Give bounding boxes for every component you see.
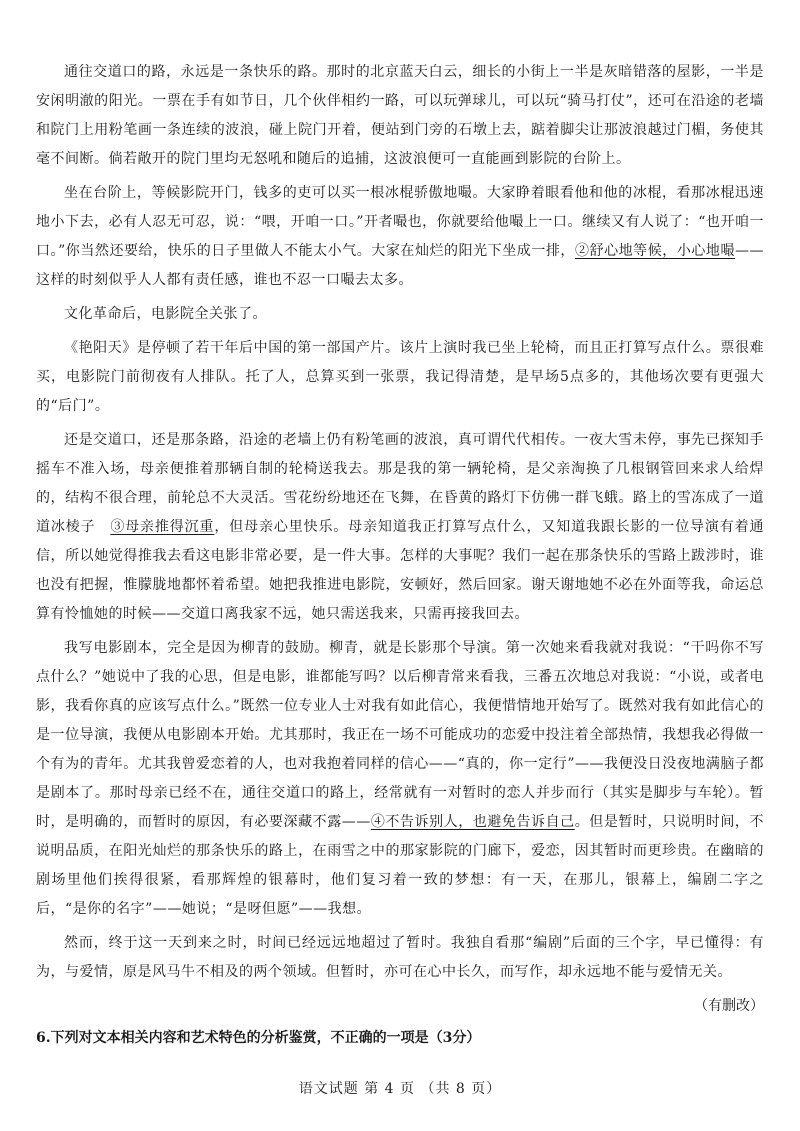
paragraph-3-text: 文化革命后，电影院全关张了。 — [64, 306, 267, 322]
paragraph-6 — [36, 634, 764, 924]
paragraph-6-text-b: 。但是暂时，只说明时间，不说明品质，在阳光灿烂的那条快乐的路上，在雨雪之中的那家影院的门廊下，爱恋，因其暂时而更珍贵。在幽暗的剧场里他们挨得很紧，看那辉煌的银幕时，他们复习着一致的梦想：有一天，在那儿，银幕上，编剧二字之后，“是你的名字”——她说；“是呀但愿”——我想。 — [36, 814, 764, 917]
paragraph-5 — [36, 426, 764, 629]
paragraph-1-text: 通往交道口的路，永远是一条快乐的路。那时的北京蓝天白云，细长的小街上一半是灰暗错落的屋影，一半是安闲明澈的阳光。一票在手有如节日，几个伙伴相约一路，可以玩弹球儿，可以玩“骑马打仗”，还可在沿途的老墙和院门上用粉笔画一条连续的波浪，碰上院门开着，便站到门旁的石墩上去，踮着脚尖让那波浪越过门楣，务使其毫不间断。倘若敞开的院门里均无怒吼和随后的追捕，这波浪便可一直能画到影院的台阶上。 — [36, 64, 764, 167]
paragraph-3 — [36, 300, 764, 329]
paragraph-6-text-a: 我写电影剧本，完全是因为柳青的鼓励。柳青，就是长影那个导演。第一次她来看我就对我说：“干吗你不写点什么？”她说中了我的心思，但是电影，谁都能写吗？以后柳青常来看我，三番五次地总对我说：“小说，或者电影，我看你真的应该写点什么。”既然一位专业人士对我有如此信心，我便惜情地开始写了。既然对我有如此信心的是一位导演，我便从电影剧本开始。尤其那时，我正在一场不可能成功的恋爱中投注着全部热情，我想我必得做一个有为的青年。尤其我曾爱恋着的人，也对我抱着同样的信心——“真的，你一定行”——我便没日没夜地满脑子都是剧本了。那时母亲已经不在，通往交道口的路上，经常就有一对暂时的恋人并步而行（其实是脚步与车轮）。暂时，是明确的，而暂时的原因，有必要深藏不露—— — [36, 640, 764, 830]
underlined-phrase-4: ④不告诉别人，也避免告诉自己 — [370, 814, 575, 830]
paragraph-5-text-b: ，但母亲心里快乐。母亲知道我正打算写点什么，又知道我跟长影的一位导演有着通信，所以她觉得推我去看这电影非常必要，是一件大事。怎样的大事呢？我们一起在那条快乐的雪路上跋涉时，谁也没有把握，惟朦胧地都怀着希望。她把我推进电影院，安顿好，然后回家。谢天谢地她不必在外面等我，命运总算有怜恤她的时候——交道口离我家不远，她只需送我来，只需再接我回去。 — [36, 519, 765, 622]
paragraph-7-text: 然而，终于这一天到来之时，时间已经远远地超过了暂时。我独自看那“编剧”后面的三个字，早已懂得：有为，与爱情，原是风马牛不相及的两个领域。但暂时，亦可在心中长久，而写作，却永远地不能与爱情无关。 — [36, 935, 764, 980]
paragraph-2 — [36, 179, 764, 295]
source-note: （有删改） — [694, 998, 764, 1014]
paragraph-2-text-a: 坐在台阶上，等候影院开门，钱多的吏可以买一根冰棍骄傲地嘬。大家睁着眼看他和他的冰棍，看那冰棍迅速地小下去，必有人忍无可忍，说：“喂，开咱一口。”开者嘬也，你就要给他嘬上一口。继续又有人说了：“也开咱一口。”你当然还要给，快乐的日子里做人不能太小气。大家在灿烂的阳光下坐成一排， — [36, 185, 764, 259]
question-6: 6.下列对文本相关内容和艺术特色的分析鉴赏，不正确的一项是（3分） — [36, 1030, 481, 1046]
paragraph-4 — [36, 334, 764, 421]
paragraph-1 — [36, 58, 764, 174]
underlined-phrase-3: ③母亲推得沉重 — [110, 519, 215, 535]
paragraph-7 — [36, 929, 764, 987]
article-body — [36, 58, 764, 1052]
paragraph-4-text: 《艳阳天》是停顿了若干年后中国的第一部国产片。该片上演时我已坐上轮椅，而且正打算写点什么。票很难买，电影院门前彻夜有人排队。托了人，总算买到一张票，我记得清楚，是早场5点多的，其他场次要有更强大的“后门”。 — [36, 340, 764, 414]
paragraph-5-text-a: 还是交道口，还是那条路，沿途的老墙上仍有粉笔画的波浪，真可谓代代相传。一夜大雪未停，事先已探知手摇车不准入场，母亲便推着那辆自制的轮椅送我去。那是我的第一辆轮椅，是父亲淘换了几根钢管回来求人给焊的，结构不很合理，前轮总不大灵活。雪花纷纷地还在飞舞，在昏黄的路灯下仿佛一群飞蛾。路上的雪冻成了一道道冰棱子 — [36, 432, 764, 535]
page-footer: 语文试题 第 4 页 （共 8 页） — [298, 1081, 502, 1097]
paragraph-2-text-b: ——这样的时刻似乎人人都有责任感，谁也不忍一口嘬去太多。 — [36, 243, 765, 288]
underlined-phrase-2: ②舒心地等候，小心地嘬 — [574, 243, 736, 259]
